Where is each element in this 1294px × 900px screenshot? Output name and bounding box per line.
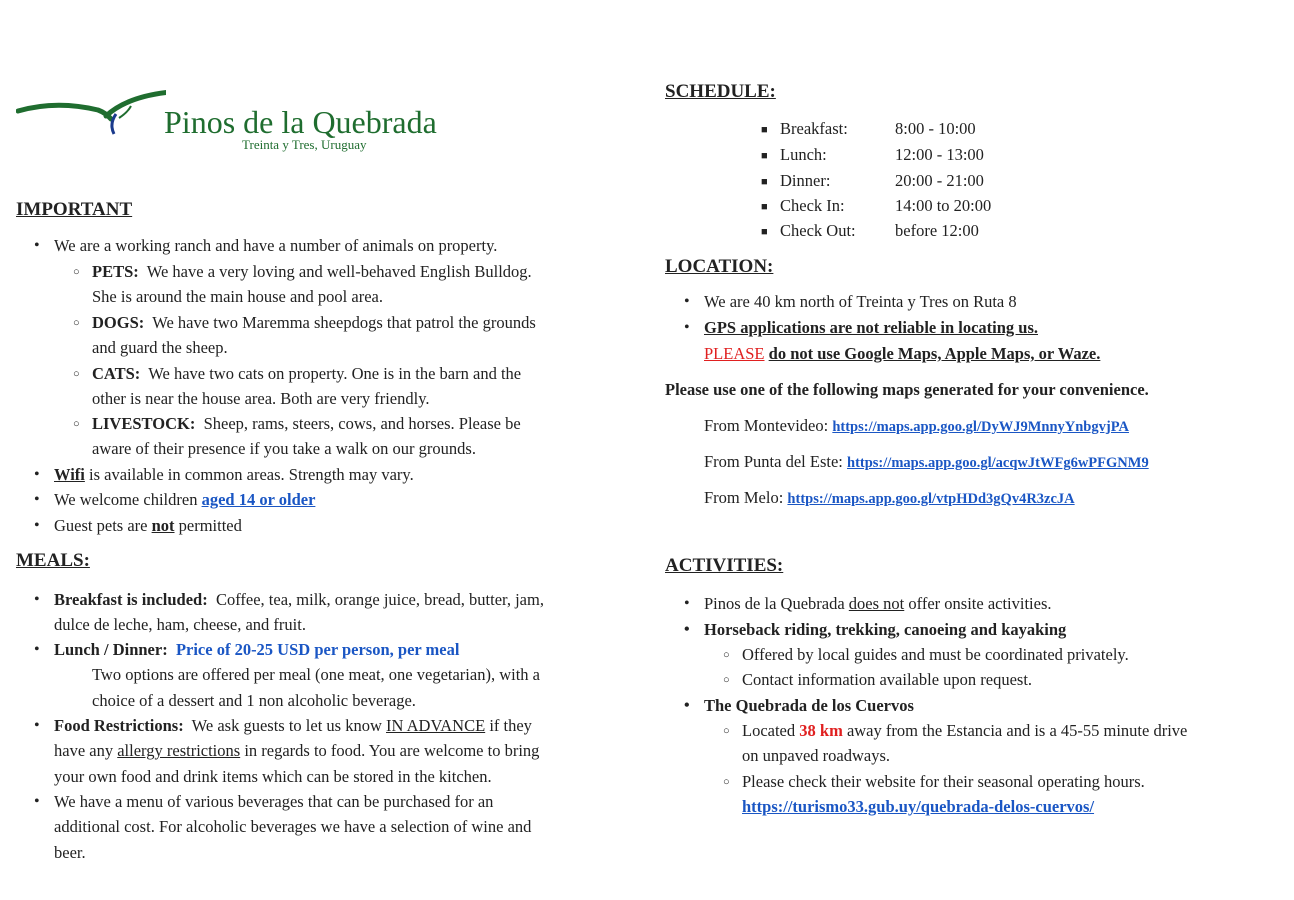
list-item: • Wifi is available in common areas. Strength may vary.: [54, 465, 414, 485]
list-item-continuation: dulce de leche, ham, cheese, and fruit.: [54, 615, 306, 634]
map-link-row: From Punta del Este: https://maps.app.goo.gl/acqwJtWFg6wPFGNM9: [704, 452, 1149, 471]
list-item: ○ PETS: We have a very loving and well-behaved English Bulldog.: [92, 262, 532, 282]
location-heading: LOCATION:: [665, 256, 774, 277]
list-item: ○ DOGS: We have two Maremma sheepdogs that patrol the grounds: [92, 313, 536, 333]
list-item: • Lunch / Dinner: Price of 20-25 USD per person, per meal: [54, 640, 459, 660]
logo-subtitle: Treinta y Tres, Uruguay: [242, 137, 367, 152]
list-item: • We are 40 km north of Treinta y Tres on Ruta 8: [704, 292, 1017, 312]
list-item-continuation: your own food and drink items which can be stored in the kitchen.: [54, 767, 492, 786]
map-link-row: From Montevideo: https://maps.app.goo.gl/DyWJ9MnnyYnbgvjPA: [704, 416, 1129, 435]
list-item: ○ Please check their website for their seasonal operating hours.: [742, 772, 1145, 792]
list-item-continuation: have any allergy restrictions in regards to food. You are welcome to bring: [54, 741, 540, 760]
map-link-punta-del-este[interactable]: https://maps.app.goo.gl/acqwJtWFg6wPFGNM9: [847, 455, 1149, 471]
list-item-continuation: PLEASE do not use Google Maps, Apple Maps, or Waze.: [704, 344, 1101, 363]
list-item: • Breakfast is included: Coffee, tea, milk, orange juice, bread, butter, jam,: [54, 590, 544, 610]
list-item-continuation: [742, 797, 1094, 817]
list-item: ○ CATS: We have two cats on property. One is in the barn and the: [92, 364, 521, 384]
list-item-continuation: aware of their presence if you take a walk on our grounds.: [92, 439, 476, 458]
list-item: • Horseback riding, trekking, canoeing and kayaking: [704, 620, 1066, 640]
schedule-item: ■ Breakfast: 8:00 - 10:00: [780, 119, 976, 139]
list-item: • GPS applications are not reliable in locating us.: [704, 318, 1038, 338]
age-requirement-link[interactable]: aged 14 or older: [201, 490, 316, 509]
important-heading: IMPORTANT: [16, 199, 133, 220]
list-item: • We have a menu of various beverages that can be purchased for an: [54, 792, 493, 812]
list-item: • Pinos de la Quebrada does not offer onsite activities.: [704, 594, 1052, 614]
pine-branch-icon: [16, 86, 166, 146]
logo: [16, 86, 486, 156]
quebrada-website-link[interactable]: https://turismo33.gub.uy/quebrada-delos-cuervos/: [742, 797, 1095, 816]
list-item: ○ Contact information available upon request.: [742, 670, 1032, 690]
map-link-row: From Melo: https://maps.app.goo.gl/vtpHDd3gQv4R3zcJA: [704, 488, 1075, 507]
schedule-item: ■ Lunch: 12:00 - 13:00: [780, 145, 984, 165]
list-item-continuation: and guard the sheep.: [92, 338, 228, 357]
list-item: • We are a working ranch and have a number of animals on property.: [54, 236, 497, 256]
maps-intro: Please use one of the following maps generated for your convenience.: [665, 380, 1149, 399]
schedule-item: ■ Dinner: 20:00 - 21:00: [780, 171, 984, 191]
list-item-continuation: beer.: [54, 843, 86, 862]
list-item: • Guest pets are not permitted: [54, 516, 242, 536]
list-item-continuation: Two options are offered per meal (one meat, one vegetarian), with a: [92, 665, 540, 684]
activities-heading: ACTIVITIES:: [665, 555, 784, 576]
map-link-montevideo[interactable]: https://maps.app.goo.gl/DyWJ9MnnyYnbgvjPA: [832, 419, 1129, 435]
list-item: • The Quebrada de los Cuervos: [704, 696, 914, 716]
list-item-continuation: on unpaved roadways.: [742, 746, 891, 765]
list-item: ○ Located 38 km away from the Estancia and is a 45-55 minute drive: [742, 721, 1187, 741]
list-item: ○ Offered by local guides and must be coordinated privately.: [742, 645, 1129, 665]
schedule-heading: SCHEDULE:: [665, 81, 776, 102]
list-item: • We welcome children aged 14 or older: [54, 490, 315, 510]
meals-heading: MEALS:: [16, 550, 90, 571]
list-item: • Food Restrictions: We ask guests to let us know IN ADVANCE if they: [54, 716, 532, 736]
schedule-item: ■ Check In: 14:00 to 20:00: [780, 196, 991, 216]
list-item-continuation: additional cost. For alcoholic beverages we have a selection of wine and: [54, 817, 532, 836]
list-item-continuation: other is near the house area. Both are very friendly.: [92, 389, 430, 408]
list-item-continuation: choice of a dessert and 1 non alcoholic beverage.: [92, 691, 416, 710]
list-item: ○ LIVESTOCK: Sheep, rams, steers, cows, and horses. Please be: [92, 414, 521, 434]
schedule-item: ■ Check Out: before 12:00: [780, 221, 979, 241]
logo-title: Pinos de la Quebrada: [164, 104, 437, 140]
list-item-continuation: She is around the main house and pool area.: [92, 287, 383, 306]
map-link-melo[interactable]: https://maps.app.goo.gl/vtpHDd3gQv4R3zcJA: [787, 491, 1075, 507]
